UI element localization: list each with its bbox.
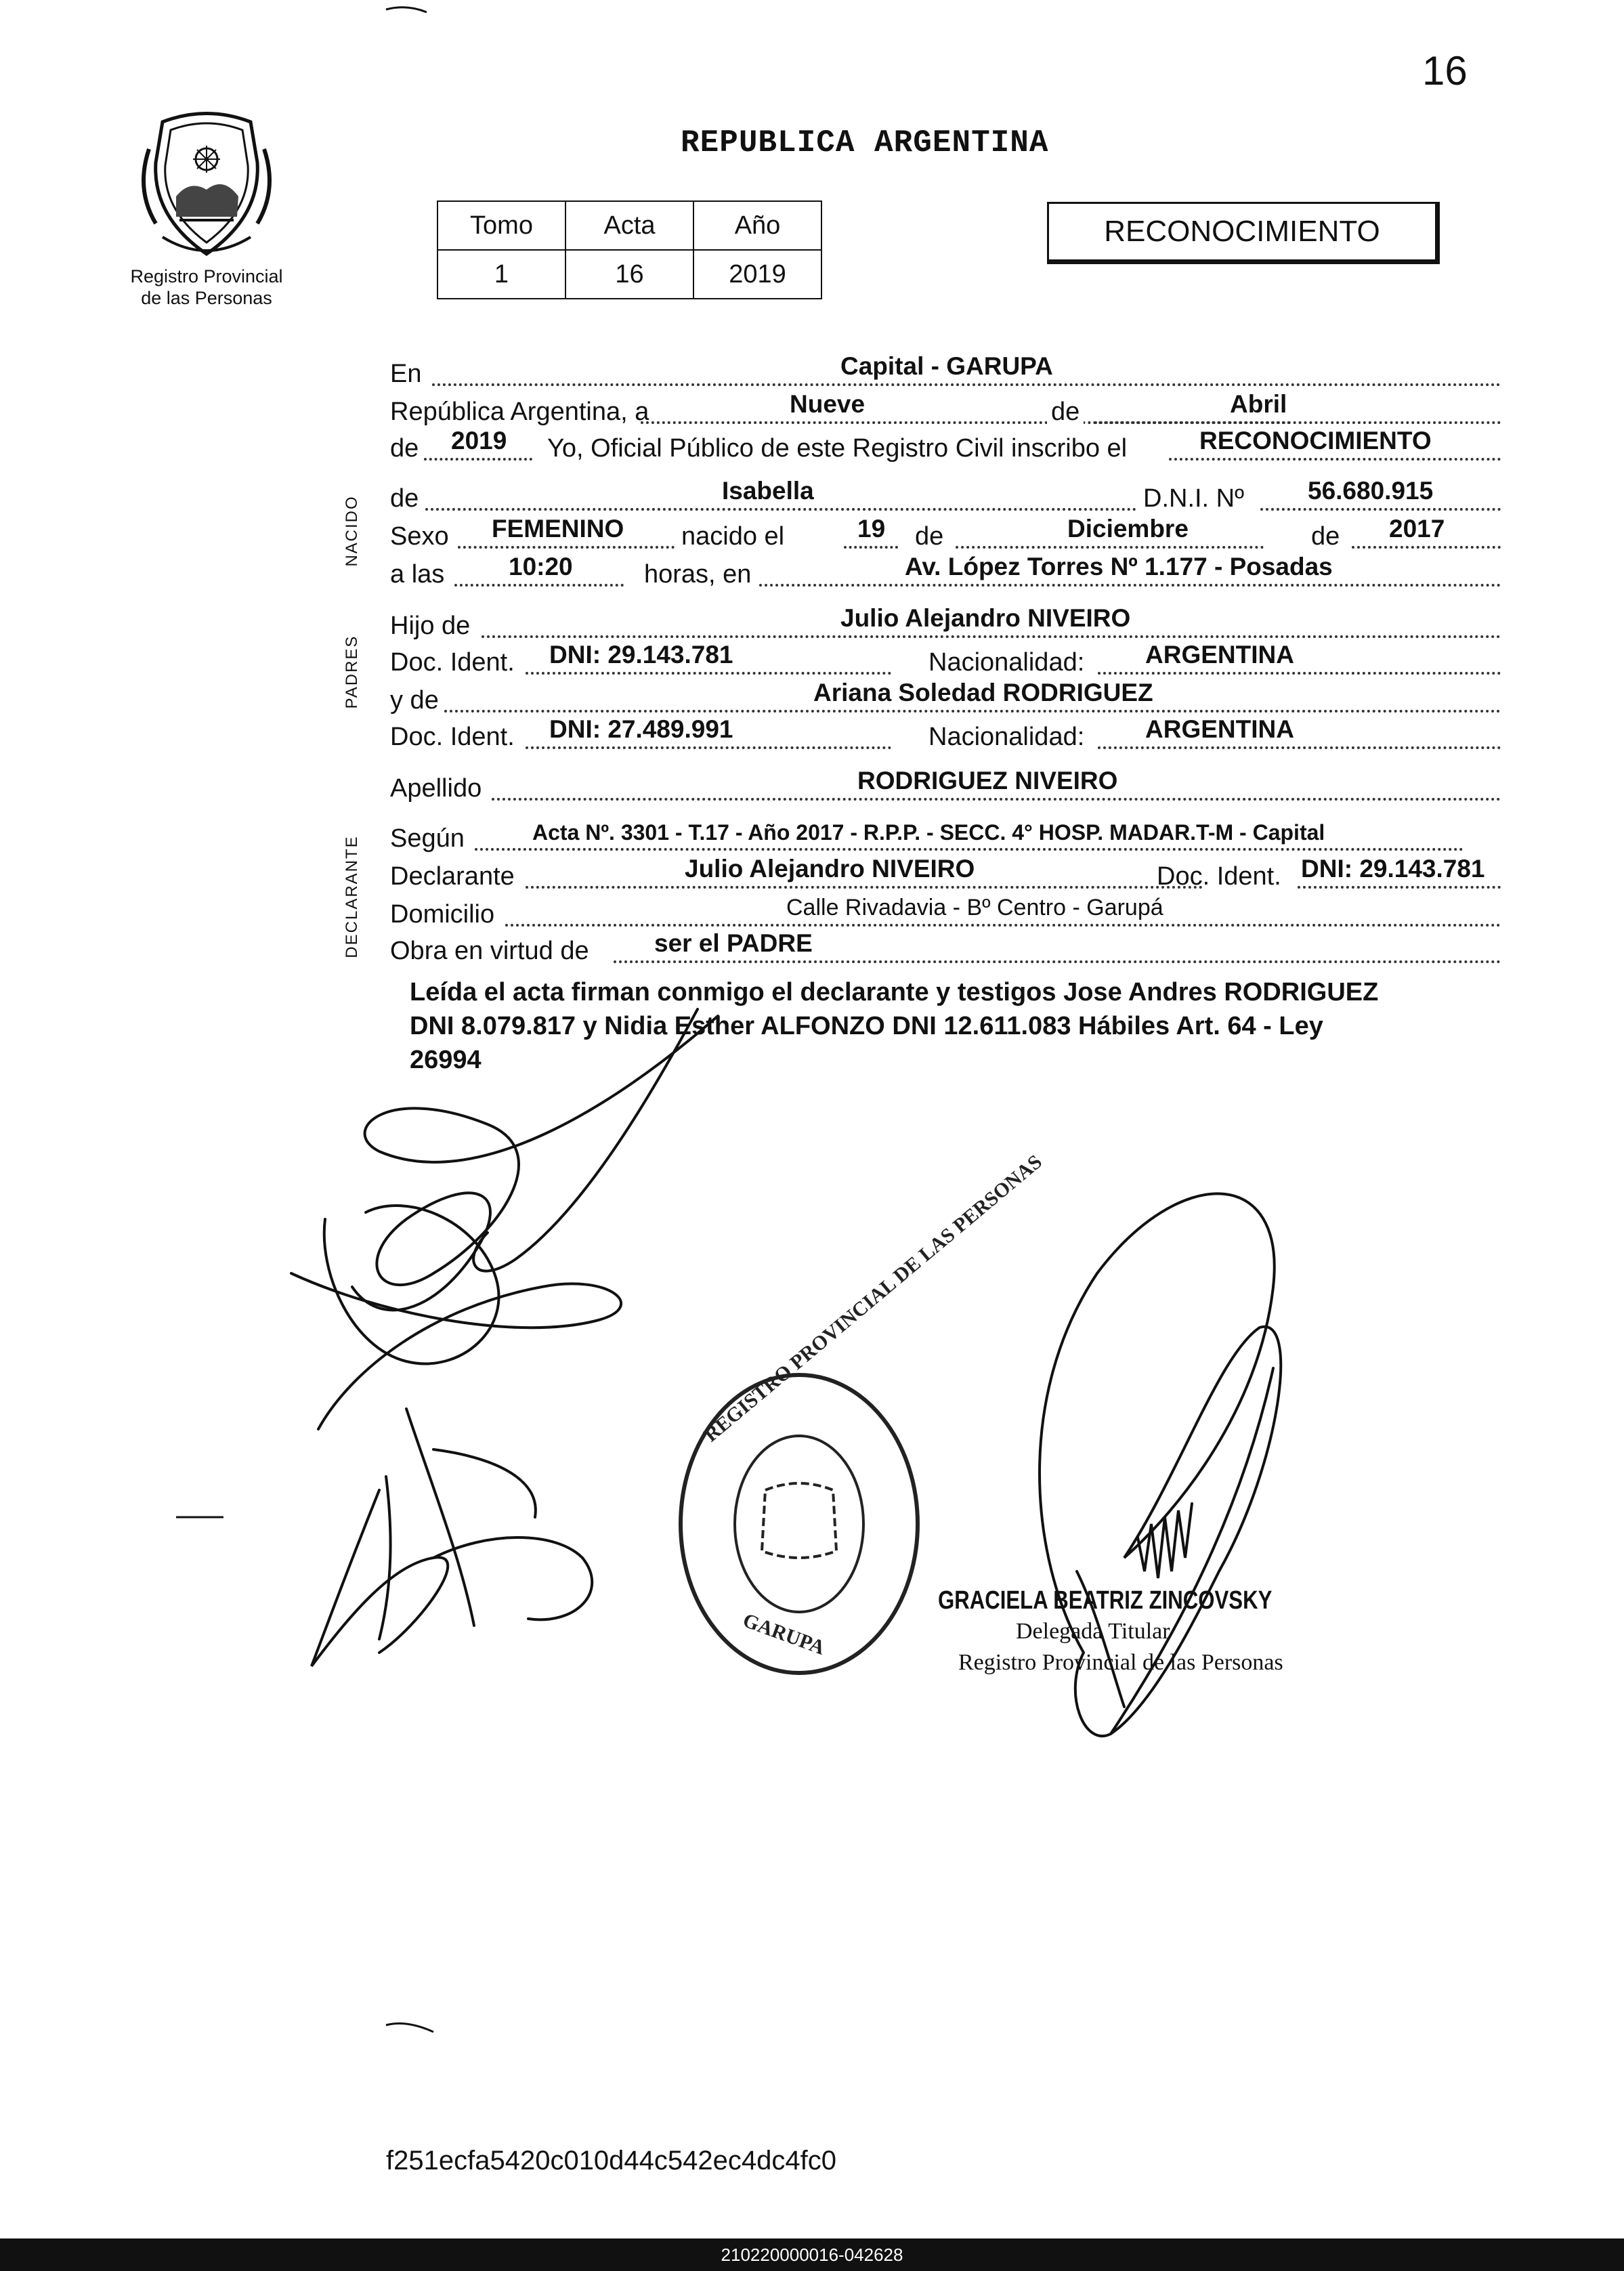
registry-caption-line1: Registro Provincial xyxy=(130,266,283,286)
value-dni-nacido: 56.680.915 xyxy=(1308,477,1434,505)
label-de-nacido: de xyxy=(390,484,419,513)
label-obra-en-virtud: Obra en virtud de xyxy=(390,937,589,965)
value-lugar-nacimiento: Av. López Torres Nº 1.177 - Posadas xyxy=(905,553,1333,580)
label-nacido-el: nacido el xyxy=(681,522,785,551)
closing-line3: 26994 xyxy=(410,1046,482,1074)
label-declarante: Declarante xyxy=(390,862,515,891)
official-role: Delegada Titular xyxy=(1016,1619,1170,1644)
label-hijo-de: Hijo de xyxy=(390,612,471,640)
label-doc-ident: Doc. Ident. xyxy=(390,648,515,677)
label-a-las: a las xyxy=(390,560,445,589)
value-dia: Nueve xyxy=(790,390,866,418)
value-tipo-inscripcion: RECONOCIMIENTO xyxy=(1199,427,1432,454)
value-anio: 2019 xyxy=(451,427,507,454)
label-yo-oficial: Yo, Oficial Público de este Registro Civil inscribo el xyxy=(547,434,1128,463)
value-declarante: Julio Alejandro NIVEIRO xyxy=(685,855,975,883)
label-doc-ident: Doc. Ident. xyxy=(390,723,515,751)
official-block xyxy=(938,1585,1346,1678)
stamp-bottom-text: GARUPA xyxy=(740,1609,828,1659)
value-tomo: 1 xyxy=(437,250,565,299)
value-hora: 10:20 xyxy=(509,553,573,580)
footer-id: 210220000016-042628 xyxy=(721,2245,903,2265)
value-doc-madre: DNI: 27.489.991 xyxy=(549,715,733,743)
label-de-anio-nac: de xyxy=(1311,522,1340,551)
label-en: En xyxy=(390,360,422,388)
closing-line2: DNI 8.079.817 y Nidia Esther ALFONZO DNI 12.611.083 Hábiles Art. 64 - Ley xyxy=(410,1012,1323,1040)
label-nacionalidad: Nacionalidad: xyxy=(928,723,1085,751)
label-de-anio: de xyxy=(390,434,419,463)
value-obra-en-virtud: ser el PADRE xyxy=(654,929,813,957)
label-apellido: Apellido xyxy=(390,774,482,803)
page-number: 16 xyxy=(1422,48,1468,93)
official-name: GRACIELA BEATRIZ ZINCOVSKY xyxy=(938,1586,1273,1615)
value-lugar: Capital - GARUPA xyxy=(840,352,1053,380)
value-doc-padre: DNI: 29.143.781 xyxy=(549,641,733,668)
value-mes-nacimiento: Diciembre xyxy=(1067,515,1189,543)
side-label-declarante: DECLARANTE xyxy=(343,835,361,958)
label-de-mes: de xyxy=(915,522,944,551)
registry-caption-line2: de las Personas xyxy=(141,288,272,308)
label-republica: República Argentina, a xyxy=(390,398,649,426)
value-anio-nacimiento: 2017 xyxy=(1389,515,1445,543)
side-label-nacido: NACIDO xyxy=(343,495,361,567)
value-acta: 16 xyxy=(565,250,693,299)
value-sexo: FEMENINO xyxy=(492,515,624,543)
header-anio: Año xyxy=(693,201,821,250)
value-domicilio: Calle Rivadavia - Bº Centro - Garupá xyxy=(786,895,1163,920)
value-nacionalidad-madre: ARGENTINA xyxy=(1145,715,1294,743)
label-domicilio: Domicilio xyxy=(390,900,495,929)
header-tomo: Tomo xyxy=(437,201,565,250)
signature-declarante-icon xyxy=(352,1016,718,1310)
value-dia-nacimiento: 19 xyxy=(857,515,886,543)
value-nacionalidad-padre: ARGENTINA xyxy=(1145,641,1294,668)
stamp-ring-text: REGISTRO PROVINCIAL DE LAS PERSONAS xyxy=(700,1150,1046,1447)
label-horas-en: horas, en xyxy=(644,560,752,589)
official-institution: Registro Provincial de las Personas xyxy=(958,1650,1283,1675)
closing-line1: Leída el acta firman conmigo el declarante y testigos Jose Andres RODRIGUEZ xyxy=(410,978,1379,1006)
label-y-de: y de xyxy=(390,686,439,715)
value-anio: 2019 xyxy=(693,250,821,299)
value-segun: Acta Nº. 3301 - T.17 - Año 2017 - R.P.P. - SECC. 4° HOSP. MADAR.T-M - Capital xyxy=(532,820,1325,845)
value-apellido: RODRIGUEZ NIVEIRO xyxy=(857,767,1118,794)
header-acta: Acta xyxy=(565,201,693,250)
document-hash: f251ecfa5420c010d44c542ec4dc4fc0 xyxy=(386,2146,836,2176)
side-label-padres: PADRES xyxy=(343,635,361,709)
value-padre: Julio Alejandro NIVEIRO xyxy=(840,604,1131,632)
label-doc-ident: Doc. Ident. xyxy=(1157,862,1281,891)
value-doc-declarante: DNI: 29.143.781 xyxy=(1301,855,1485,883)
label-segun: Según xyxy=(390,824,465,853)
value-nombre-nacido: Isabella xyxy=(722,477,814,505)
label-dni-no: D.N.I. Nº xyxy=(1143,484,1244,513)
value-madre: Ariana Soledad RODRIGUEZ xyxy=(813,679,1153,706)
document-type-box: RECONOCIMIENTO xyxy=(1047,202,1440,264)
value-mes: Abril xyxy=(1230,390,1287,418)
label-de: de xyxy=(1047,398,1084,427)
country-title: REPUBLICA ARGENTINA xyxy=(681,125,1049,161)
label-nacionalidad: Nacionalidad: xyxy=(928,648,1085,677)
label-sexo: Sexo xyxy=(390,522,449,551)
